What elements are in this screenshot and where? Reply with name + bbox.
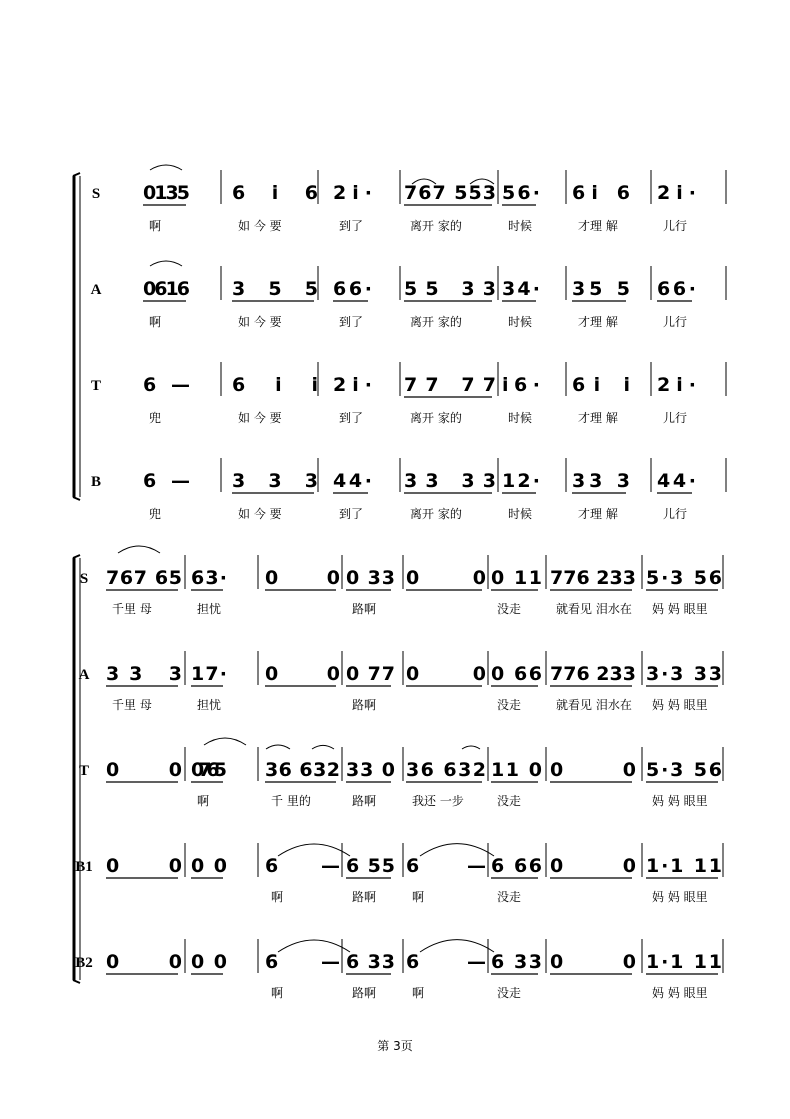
lyric: 千 里的	[271, 794, 311, 808]
lyric: 到了	[339, 315, 364, 329]
note-group: 6 —	[265, 951, 340, 973]
lyric: 啊	[197, 794, 210, 808]
note-group: 0616	[143, 278, 190, 300]
lyric: 妈 妈 眼里	[652, 698, 708, 712]
lyric: 妈 妈 眼里	[652, 890, 708, 904]
lyric: 没走	[497, 794, 522, 808]
note-group: 2i·	[333, 374, 372, 396]
note-group: 0 33	[346, 567, 395, 589]
lyric: 担忧	[197, 602, 222, 616]
note-group: 33 0	[346, 759, 395, 781]
note-group: 66·	[657, 278, 696, 300]
lyric: 路啊	[352, 698, 377, 712]
lyric: 千里 母	[112, 698, 152, 712]
part-label: A	[90, 282, 102, 298]
lyric: 啊	[412, 986, 425, 1000]
brace-cap	[73, 980, 80, 983]
lyric: 路啊	[352, 890, 377, 904]
note-group: 63·	[191, 567, 227, 589]
lyric: 就看见 泪水在	[556, 602, 632, 616]
note-group: 6 —	[406, 951, 486, 973]
part-label: B2	[75, 955, 93, 971]
lyric: 如 今 要	[238, 411, 282, 425]
note-group: 1·1 11	[646, 855, 722, 877]
lyric: 没走	[497, 698, 522, 712]
lyric: 妈 妈 眼里	[652, 986, 708, 1000]
note-group: i6·	[502, 374, 540, 396]
slur	[204, 738, 246, 745]
note-group: 0 66	[491, 663, 542, 685]
brace-cap	[73, 555, 80, 558]
note-group: 776 233	[550, 663, 636, 685]
note-group: 36 632	[406, 759, 486, 781]
note-group: 55 33	[404, 278, 496, 300]
note-group: 0 0	[550, 951, 636, 973]
lyric: 我还 一步	[412, 794, 464, 808]
note-group: 0 0	[550, 759, 636, 781]
lyric: 才理 解	[578, 315, 618, 329]
part-label: B1	[75, 859, 93, 875]
brace-cap	[73, 173, 80, 176]
note-group: 36 632	[265, 759, 340, 781]
part-label: A	[78, 667, 90, 683]
note-group: 3·3 33	[646, 663, 722, 685]
lyric: 如 今 要	[238, 507, 282, 521]
note-group: 6i 6	[572, 182, 630, 204]
part-label: B	[90, 474, 102, 490]
note-group: 33 3	[106, 663, 182, 685]
lyric: 时候	[508, 411, 533, 425]
note-group: 0 0	[191, 951, 227, 973]
part-label: T	[90, 378, 102, 394]
note-group: 56·	[502, 182, 540, 204]
brace-cap	[73, 497, 80, 500]
slur	[150, 165, 182, 170]
lyric: 如 今 要	[238, 219, 282, 233]
slur	[266, 745, 290, 749]
lyric: 离开 家的	[410, 219, 462, 233]
note-group: 6 66	[491, 855, 542, 877]
part-label: S	[91, 186, 101, 202]
note-group: 17·	[191, 663, 227, 685]
lyric: 儿行	[663, 315, 688, 329]
system-1	[73, 165, 726, 521]
note-group: 12·	[502, 470, 540, 492]
note-group: 3 5 5	[232, 278, 318, 300]
note-group: 6 55	[346, 855, 395, 877]
note-group: 2i·	[657, 374, 696, 396]
lyric: 兜	[149, 507, 162, 521]
lyric: 路啊	[352, 602, 377, 616]
note-group: 44·	[333, 470, 372, 492]
note-group: 6 33	[491, 951, 542, 973]
system-2	[73, 546, 723, 1000]
note-group: 2i·	[657, 182, 696, 204]
note-group: 2i·	[333, 182, 372, 204]
note-group: 6i i	[572, 374, 630, 396]
note-group: 0 0	[265, 567, 340, 589]
note-group: 776 233	[550, 567, 636, 589]
note-group: 0 0	[406, 663, 486, 685]
note-group: 0 77	[346, 663, 395, 685]
note-group: 0 0	[550, 855, 636, 877]
lyric: 路啊	[352, 986, 377, 1000]
note-group: 6 i i	[232, 374, 318, 396]
note-group: 0 0	[406, 567, 486, 589]
lyric: 啊	[271, 986, 284, 1000]
lyric: 兜	[149, 411, 162, 425]
note-group: 1·1 11	[646, 951, 722, 973]
lyric: 离开 家的	[410, 315, 462, 329]
lyric: 到了	[339, 411, 364, 425]
lyric: 到了	[339, 219, 364, 233]
lyric: 担忧	[197, 698, 222, 712]
lyric: 啊	[271, 890, 284, 904]
part-label: S	[79, 571, 89, 587]
note-group: 07 65	[191, 759, 227, 781]
lyric: 儿行	[663, 411, 688, 425]
note-group: 34·	[502, 278, 540, 300]
note-group: 6 33	[346, 951, 395, 973]
note-group: 35 5	[572, 278, 630, 300]
lyric: 千里 母	[112, 602, 152, 616]
slur	[312, 745, 334, 749]
lyric: 到了	[339, 507, 364, 521]
note-group: 0 0	[106, 759, 182, 781]
note-group: 0 0	[265, 663, 340, 685]
note-group: 77 77	[404, 374, 496, 396]
lyric: 妈 妈 眼里	[652, 602, 708, 616]
lyric: 啊	[149, 219, 162, 233]
note-group: 6 —	[265, 855, 340, 877]
note-group: 6 —	[143, 374, 190, 396]
slur	[462, 746, 480, 749]
note-group: 0 11	[491, 567, 542, 589]
lyric: 路啊	[352, 794, 377, 808]
lyric: 啊	[149, 315, 162, 329]
note-group: 3 3 3	[232, 470, 318, 492]
note-group: 767 553	[404, 182, 496, 204]
note-group: 44·	[657, 470, 696, 492]
lyric: 时候	[508, 507, 533, 521]
page-number: 第 3页	[377, 1039, 413, 1053]
lyric: 没走	[497, 986, 522, 1000]
lyric: 没走	[497, 890, 522, 904]
slur	[118, 546, 160, 553]
lyric: 离开 家的	[410, 411, 462, 425]
lyric: 才理 解	[578, 411, 618, 425]
lyric: 没走	[497, 602, 522, 616]
note-group: 5·3 56	[646, 567, 722, 589]
part-label: T	[78, 763, 90, 779]
lyric: 儿行	[663, 219, 688, 233]
note-group: 0 0	[106, 951, 182, 973]
lyric: 就看见 泪水在	[556, 698, 632, 712]
note-group: 6 —	[406, 855, 486, 877]
note-group: 66·	[333, 278, 372, 300]
lyric: 妈 妈 眼里	[652, 794, 708, 808]
note-group: 0 0	[191, 855, 227, 877]
note-group: 33 3	[572, 470, 630, 492]
note-group: 0 0	[106, 855, 182, 877]
lyric: 离开 家的	[410, 507, 462, 521]
note-group: 6 —	[143, 470, 190, 492]
note-group: 767 65	[106, 567, 182, 589]
note-group: 6 i 6	[232, 182, 318, 204]
note-group: 11 0	[491, 759, 542, 781]
lyric: 才理 解	[578, 219, 618, 233]
note-group: 33 33	[404, 470, 496, 492]
slur	[150, 261, 182, 266]
lyric: 儿行	[663, 507, 688, 521]
lyric: 如 今 要	[238, 315, 282, 329]
lyric: 才理 解	[578, 507, 618, 521]
note-group: 5·3 56	[646, 759, 722, 781]
lyric: 啊	[412, 890, 425, 904]
lyric: 时候	[508, 315, 533, 329]
lyric: 时候	[508, 219, 533, 233]
note-group: 0135	[143, 182, 190, 204]
